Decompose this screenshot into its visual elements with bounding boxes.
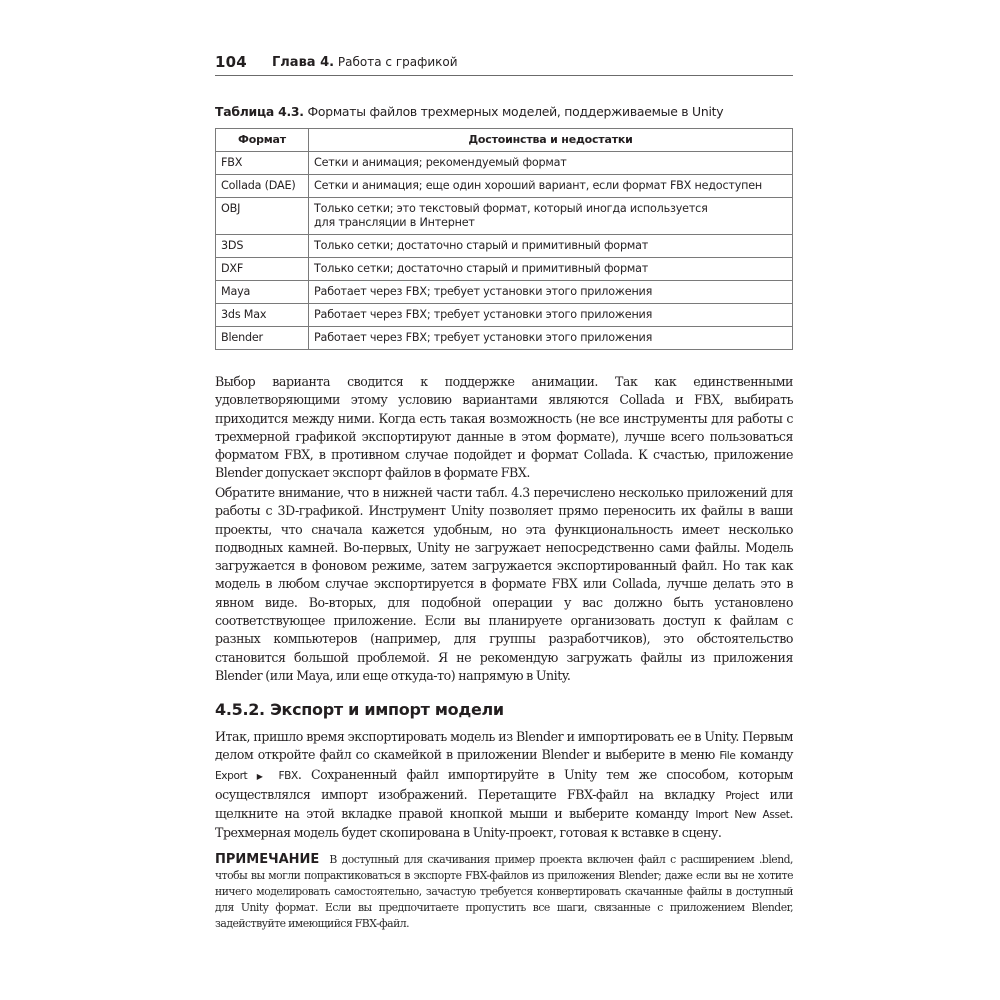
table-row bbox=[216, 152, 793, 175]
notes-cell: Только сетки; это текстовый формат, который иногда используется для трансляции в Интернет bbox=[309, 198, 793, 235]
table-row bbox=[216, 258, 793, 281]
format-cell: Blender bbox=[216, 327, 309, 350]
text-fragment: . Трехмерная модель будет скопирована в Unity-проект, готовая к вставке в сцену. bbox=[215, 806, 794, 841]
text-fragment: или щелкните на этой вкладке правой кнопкой мыши и выберите команду bbox=[215, 786, 793, 822]
menu-arrow-icon: ▶ bbox=[256, 771, 269, 781]
table-row bbox=[216, 198, 793, 235]
header-pros-cons: Достоинства и недостатки bbox=[309, 129, 793, 152]
format-cell: FBX bbox=[216, 152, 309, 175]
format-cell: DXF bbox=[216, 258, 309, 281]
format-cell: OBJ bbox=[216, 198, 309, 235]
table-row bbox=[216, 235, 793, 258]
chapter-label: Глава 4. bbox=[272, 55, 335, 70]
table-row bbox=[216, 281, 793, 304]
notes-cell: Только сетки; достаточно старый и примитивный формат bbox=[309, 258, 793, 281]
chapter-name: Работа с графикой bbox=[337, 55, 458, 69]
format-cell: Maya bbox=[216, 281, 309, 304]
table-caption-label: Таблица 4.3. bbox=[215, 104, 304, 119]
paragraph-animation-support: Выбор варианта сводится к поддержке анимации. Так как единственными удовлетворяющими этому условию вариантами являются Collada и FBX, выбирать приходится между ними. Когда есть такая возможность (не все инструменты для работы с трехмерной графикой экспортируют данные в этом формате), лучше всего пользоваться форматом FBX, в противном случае подойдет и формат Collada. К счастью, приложение Blender допускает экспорт файлов в формате FBX. bbox=[215, 374, 793, 481]
format-cell: 3ds Max bbox=[216, 304, 309, 327]
paragraph-direct-import: Обратите внимание, что в нижней части табл. 4.3 перечислено несколько приложений для работы с 3D-графикой. Инструмент Unity позволяет прямо переносить их файлы в ваши проекты, что сначала кажется удобным, но эта функциональность имеет несколько подводных камней. Во-первых, Unity не загружает непосредственно сами файлы. Модель загружается в фоновом режиме, затем загружается экспортированный файл. Но так как модель в любом случае экспортируется в формате FBX или Collada, лучше делать это в явном виде. Во-вторых, для подобной операции у вас должно быть установлено соответствующее приложение. Если вы планируете организовать доступ к файлам с разных компьютеров (например, для группы разработчиков), это обстоятельство становится большой проблемой. Я не рекомендую загружать файлы из приложения Blender (или Maya, или еще откуда-то) напрямую в Unity. bbox=[215, 485, 793, 683]
format-cell: 3DS bbox=[216, 235, 309, 258]
notes-cell: Сетки и анимация; рекомендуемый формат bbox=[309, 152, 793, 175]
notes-cell: Работает через FBX; требует установки этого приложения bbox=[309, 281, 793, 304]
menu-fbx: FBX bbox=[278, 769, 298, 782]
paragraph-export-import bbox=[215, 728, 793, 843]
notes-cell: Только сетки; достаточно старый и примитивный формат bbox=[309, 235, 793, 258]
menu-export: Export bbox=[215, 769, 248, 782]
text-fragment: Итак, пришло время экспортировать модель из Blender и импортировать ее в Unity. Первым делом откройте файл со скамейкой в приложении Blender и выберите в меню bbox=[215, 729, 793, 763]
table-row bbox=[216, 175, 793, 198]
header-format: Формат bbox=[216, 129, 309, 152]
table-caption-text: Форматы файлов трехмерных моделей, поддерживаемые в Unity bbox=[307, 104, 724, 119]
table-caption bbox=[215, 104, 723, 119]
page-number: 104 bbox=[215, 53, 247, 71]
notes-cell: Работает через FBX; требует установки этого приложения bbox=[309, 304, 793, 327]
notes-cell: Сетки и анимация; еще один хороший вариант, если формат FBX недоступен bbox=[309, 175, 793, 198]
table-header-row bbox=[216, 129, 793, 152]
format-cell: Collada (DAE) bbox=[216, 175, 309, 198]
text-fragment: . Сохраненный файл импортируйте в Unity тем же способом, которым осуществлялся импорт изображений. Перетащите FBX-файл на вкладку bbox=[215, 766, 794, 802]
formats-table bbox=[215, 128, 793, 350]
text-fragment: команду bbox=[739, 747, 793, 763]
note-text: В доступный для скачивания пример проекта включен файл с расширением .blend, чтобы вы могли попрактиковаться в экспорте FBX-файлов из приложения Blender; даже если вы не хотите ничего моделировать самостоятельно, зачастую требуется конвертировать скачанные файлы в доступный для Unity формат. Если вы предпочитаете пропустить все шаги, связанные с приложением Blender, задействуйте имеющийся FBX-файл. bbox=[215, 853, 793, 930]
note-block bbox=[215, 852, 793, 932]
notes-cell: Работает через FBX; требует установки этого приложения bbox=[309, 327, 793, 350]
running-head bbox=[215, 53, 793, 76]
table-row bbox=[216, 304, 793, 327]
chapter-title bbox=[272, 55, 458, 70]
tab-project: Project bbox=[725, 789, 759, 802]
menu-file: File bbox=[719, 750, 736, 763]
note-label: ПРИМЕЧАНИЕ bbox=[215, 852, 320, 867]
command-import-new-asset: Import New Asset bbox=[695, 809, 790, 822]
section-heading: 4.5.2. Экспорт и импорт модели bbox=[215, 700, 504, 719]
table-row bbox=[216, 327, 793, 350]
